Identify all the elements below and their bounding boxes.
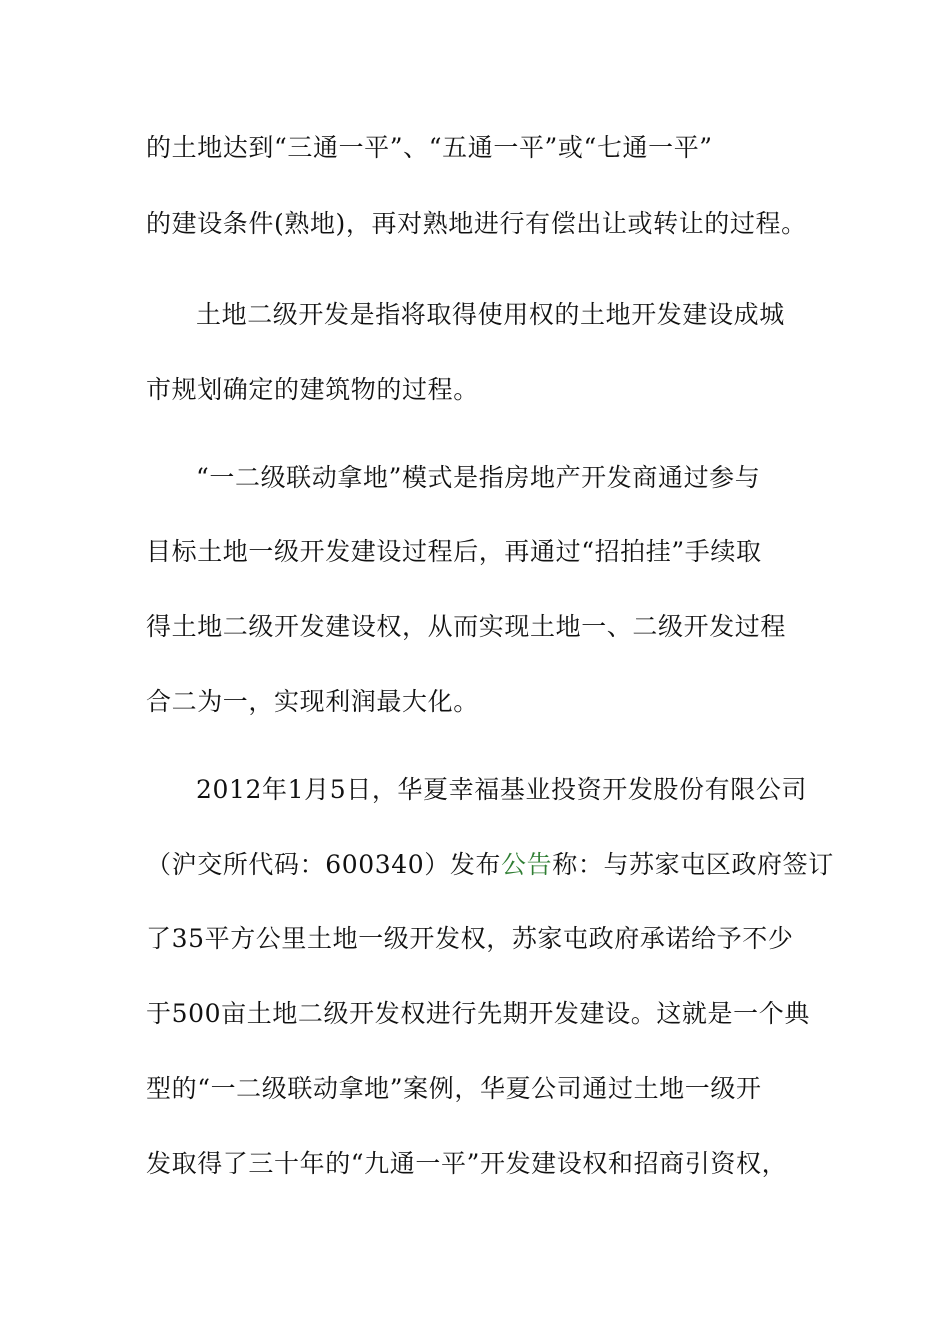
text-line: 了35平方公里土地一级开发权，苏家屯政府承诺给予不少 — [146, 924, 794, 953]
text-line: 的土地达到“三通一平”、“五通一平”或“七通一平” — [146, 133, 713, 162]
text-segment: 称：与苏家屯区政府签订 — [552, 850, 834, 879]
text-line: 型的“一二级联动拿地”案例，华夏公司通过土地一级开 — [146, 1074, 762, 1103]
text-line: 目标土地一级开发建设过程后，再通过“招拍挂”手续取 — [146, 537, 762, 566]
text-line: 市规划确定的建筑物的过程。 — [146, 375, 479, 404]
text-line: 的建设条件(熟地)，再对熟地进行有偿出让或转让的过程。 — [146, 209, 807, 238]
text-line: 得土地二级开发建设权，从而实现土地一、二级开发过程 — [146, 612, 787, 641]
announcement-link[interactable]: 公告 — [501, 850, 553, 879]
paragraph-start-line: 土地二级开发是指将取得使用权的土地开发建设成城 — [196, 300, 785, 329]
text-segment: （沪交所代码：600340）发布 — [146, 850, 502, 879]
paragraph-start-line: “一二级联动拿地”模式是指房地产开发商通过参与 — [196, 463, 761, 492]
paragraph-start-line: 2012年1月5日，华夏幸福基业投资开发股份有限公司 — [196, 775, 808, 804]
text-line: 合二为一，实现利润最大化。 — [146, 687, 479, 716]
text-line: 于500亩土地二级开发权进行先期开发建设。这就是一个典 — [146, 999, 810, 1028]
text-line: 发取得了三十年的“九通一平”开发建设权和招商引资权， — [146, 1149, 788, 1178]
text-line-with-link — [146, 848, 834, 882]
